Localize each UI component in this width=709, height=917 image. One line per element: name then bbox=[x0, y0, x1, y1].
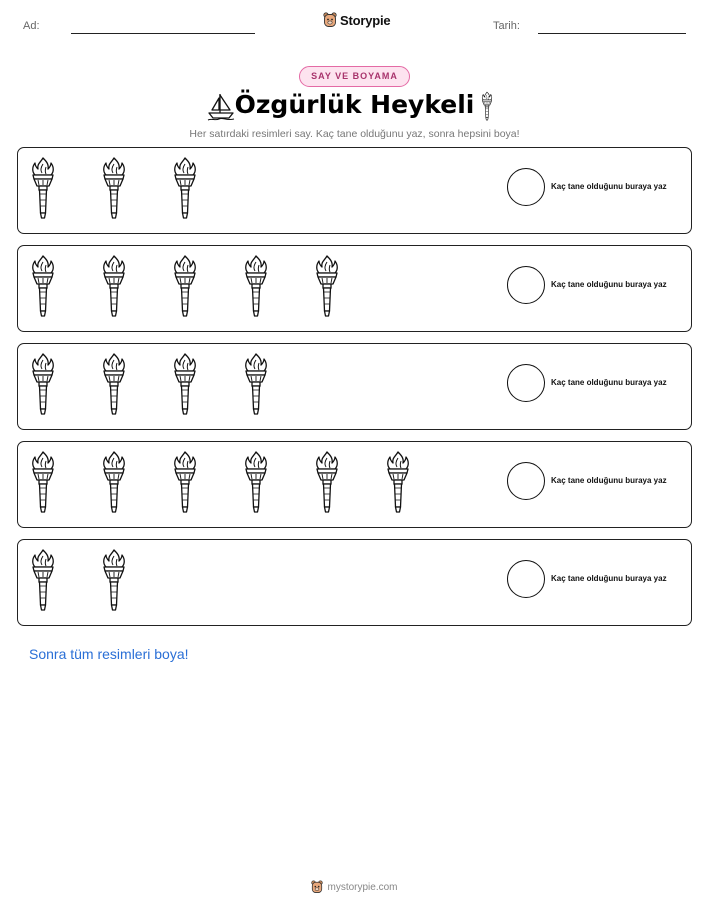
site-footer bbox=[0, 880, 709, 894]
torch-icon[interactable] bbox=[241, 450, 271, 516]
page-title: Özgürlük Heykeli bbox=[234, 90, 475, 119]
torch-icon[interactable] bbox=[99, 352, 129, 418]
torch-icon[interactable] bbox=[383, 450, 413, 516]
picture-group bbox=[28, 548, 170, 614]
footer-note: Sonra tüm resimleri boya! bbox=[29, 646, 189, 662]
answer-circle[interactable] bbox=[507, 266, 545, 304]
picture-group bbox=[28, 156, 241, 222]
torch-icon[interactable] bbox=[170, 450, 200, 516]
answer-hint: Kaç tane olduğunu buraya yaz bbox=[551, 182, 667, 191]
answer-hint: Kaç tane olduğunu buraya yaz bbox=[551, 280, 667, 289]
count-row bbox=[17, 245, 692, 332]
answer-circle[interactable] bbox=[507, 560, 545, 598]
torch-icon[interactable] bbox=[28, 450, 58, 516]
torch-icon[interactable] bbox=[99, 254, 129, 320]
bear-logo-icon bbox=[323, 12, 337, 28]
picture-group bbox=[28, 352, 312, 418]
activity-badge: SAY VE BOYAMA bbox=[299, 66, 410, 87]
count-row bbox=[17, 441, 692, 528]
picture-group bbox=[28, 254, 383, 320]
picture-group bbox=[28, 450, 454, 516]
brand-logo bbox=[323, 12, 390, 28]
torch-icon[interactable] bbox=[28, 548, 58, 614]
count-row bbox=[17, 147, 692, 234]
torch-icon[interactable] bbox=[28, 156, 58, 222]
torch-icon[interactable] bbox=[99, 156, 129, 222]
bear-logo-icon bbox=[311, 880, 323, 894]
answer-circle[interactable] bbox=[507, 462, 545, 500]
torch-icon[interactable] bbox=[99, 450, 129, 516]
brand-name: Storypie bbox=[340, 12, 391, 28]
torch-icon[interactable] bbox=[312, 450, 342, 516]
site-url: mystorypie.com bbox=[327, 881, 398, 893]
name-line[interactable] bbox=[71, 33, 255, 34]
answer-circle[interactable] bbox=[507, 168, 545, 206]
instructions: Her satırdaki resimleri say. Kaç tane olduğunu yaz, sonra hepsini boya! bbox=[189, 128, 520, 140]
torch-icon[interactable] bbox=[28, 254, 58, 320]
answer-hint: Kaç tane olduğunu buraya yaz bbox=[551, 378, 667, 387]
torch-icon[interactable] bbox=[99, 548, 129, 614]
torch-icon[interactable] bbox=[170, 156, 200, 222]
date-label: Tarih: bbox=[493, 20, 520, 32]
torch-icon[interactable] bbox=[241, 254, 271, 320]
torch-icon[interactable] bbox=[170, 254, 200, 320]
answer-circle[interactable] bbox=[507, 364, 545, 402]
count-row bbox=[17, 343, 692, 430]
torch-icon[interactable] bbox=[28, 352, 58, 418]
count-row bbox=[17, 539, 692, 626]
torch-icon bbox=[480, 91, 494, 122]
name-label: Ad: bbox=[23, 20, 40, 32]
torch-icon[interactable] bbox=[170, 352, 200, 418]
torch-icon[interactable] bbox=[312, 254, 342, 320]
date-line[interactable] bbox=[538, 33, 686, 34]
torch-icon[interactable] bbox=[241, 352, 271, 418]
answer-hint: Kaç tane olduğunu buraya yaz bbox=[551, 476, 667, 485]
answer-hint: Kaç tane olduğunu buraya yaz bbox=[551, 574, 667, 583]
